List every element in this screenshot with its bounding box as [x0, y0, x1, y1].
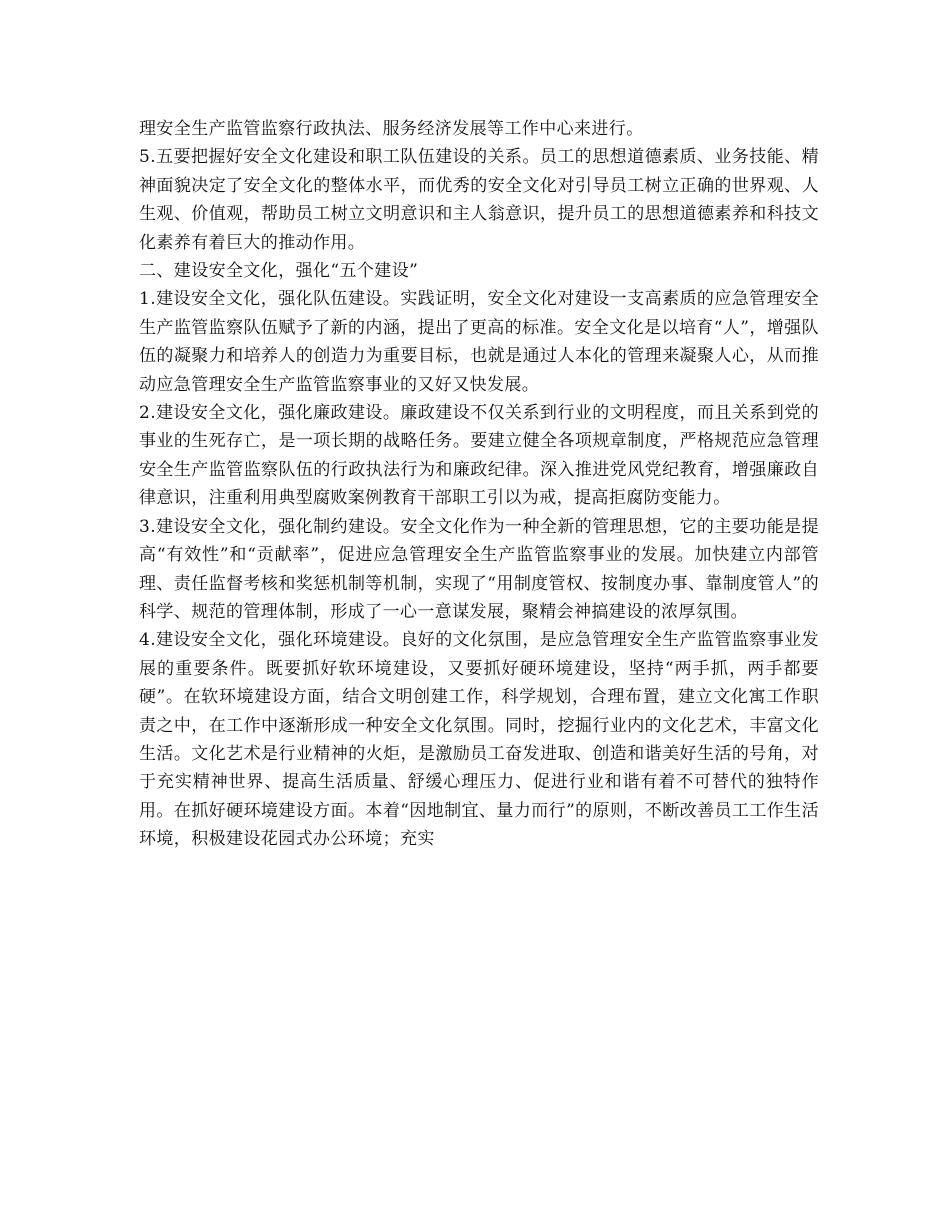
paragraph-item-1: 1.建设安全文化，强化队伍建设。实践证明，安全文化对建设一支高素质的应急管理安全生产监管监察队伍赋予了新的内涵，提出了更高的标准。安全文化是以培育“人”，增强队伍的凝聚力和培养人的创造力为重要目标，也就是通过人本化的管理来凝聚人心，从而推动应急管理安全生产监管监察事业的又好又快发展。 [139, 289, 819, 395]
section-heading: 二、建设安全文化，强化“五个建设” [139, 261, 419, 282]
document-body [139, 115, 819, 854]
paragraph-item-4: 4.建设安全文化，强化环境建设。良好的文化氛围，是应急管理安全生产监管监察事业发展的重要条件。既要抓好软环境建设，又要抓好硬环境建设，坚持“两手抓，两手都要硬”。在软环境建设方面，结合文明创建工作，科学规划，合理布置，建立文化寓工作职责之中，在工作中逐渐形成一种安全文化氛围。同时，挖掘行业内的文化艺术，丰富文化生活。文化艺术是行业精神的火炬，是激励员工奋发进取、创造和谐美好生活的号角，对于充实精神世界、提高生活质量、舒缓心理压力、促进行业和谐有着不可替代的独特作用。在抓好硬环境建设方面。本着“因地制宜、量力而行”的原则，不断改善员工工作生活环境，积极建设花园式办公环境；充实 [139, 630, 819, 850]
paragraph-item-3: 3.建设安全文化，强化制约建设。安全文化作为一种全新的管理思想，它的主要功能是提高“有效性”和“贡献率”，促进应急管理安全生产监管监察事业的发展。加快建立内部管理、责任监督考核和奖惩机制等机制，实现了“用制度管权、按制度办事、靠制度管人”的科学、规范的管理体制，形成了一心一意谋发展，聚精会神搞建设的浓厚氛围。 [139, 516, 819, 622]
paragraph-continuation: 理安全生产监管监察行政执法、服务经济发展等工作中心来进行。 [139, 119, 644, 139]
paragraph-item-2: 2.建设安全文化，强化廉政建设。廉政建设不仅关系到行业的文明程度，而且关系到党的事业的生死存亡，是一项长期的战略任务。要建立健全各项规章制度，严格规范应急管理安全生产监管监察队伍的行政执法行为和廉政纪律。深入推进党风党纪教育，增强廉政自律意识，注重利用典型腐败案例教育干部职工引以为戒，提高拒腐防变能力。 [139, 403, 819, 509]
paragraph-item-5: 5.五要把握好安全文化建设和职工队伍建设的关系。员工的思想道德素质、业务技能、精神面貌决定了安全文化的整体水平，而优秀的安全文化对引导员工树立正确的世界观、人生观、价值观，帮助员工树立文明意识和主人翁意识，提升员工的思想道德素养和科技文化素养有着巨大的推动作用。 [139, 147, 819, 253]
